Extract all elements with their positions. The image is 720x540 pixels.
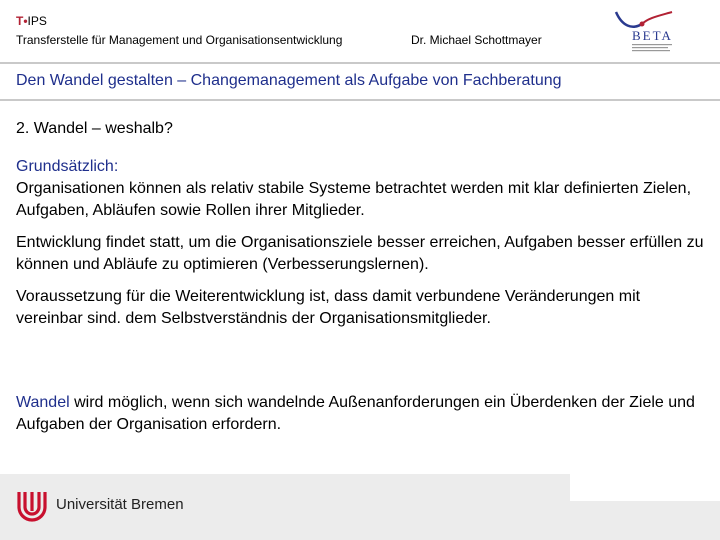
bullet-dot-icon: •	[23, 14, 28, 28]
basic-label: Grundsätzlich:	[16, 158, 119, 175]
org-title	[16, 14, 47, 28]
beta-logo-text: BETA	[632, 28, 673, 43]
paragraph-prerequisite: Voraussetzung für die Weiterentwicklung ist, dass damit verbundene Veränderungen mit vereinbar sind. dem Selbstverständnis der Organisationsmitglieder.	[16, 288, 641, 327]
section-heading: 2. Wandel – weshalb?	[16, 120, 173, 137]
org-title-prefix: T	[16, 14, 24, 28]
org-subtitle: Transferstelle für Management und Organisationsentwicklung	[16, 33, 343, 47]
slide-title: Den Wandel gestalten – Changemanagement als Aufgabe von Fachberatung	[16, 72, 562, 89]
header-divider	[0, 62, 720, 64]
org-title-text: IPS	[27, 14, 47, 28]
change-keyword: Wandel	[16, 394, 70, 411]
beta-logo-icon	[612, 8, 684, 56]
title-divider	[0, 99, 720, 101]
paragraph-change	[16, 392, 706, 436]
author-name: Dr. Michael Schottmayer	[411, 33, 542, 47]
paragraph-development: Entwicklung findet statt, um die Organisationsziele besser erreichen, Aufgaben besser erfüllen zu können und Abläufe zu optimieren (Verbesserungslernen).	[16, 234, 704, 273]
university-name: Universität Bremen	[56, 496, 184, 513]
paragraph-organisations: Organisationen können als relativ stabile Systeme betrachtet werden mit klar definierten Zielen, Aufgaben, Abläufen sowie Rollen ihrer Mitglieder.	[16, 180, 692, 219]
university-bremen-logo-icon	[16, 489, 48, 523]
footer-notch	[570, 474, 720, 501]
change-text: wird möglich, wenn sich wandelnde Außenanforderungen ein Überdenken der Ziele und Aufgaben der Organisation erfordern.	[16, 394, 695, 433]
